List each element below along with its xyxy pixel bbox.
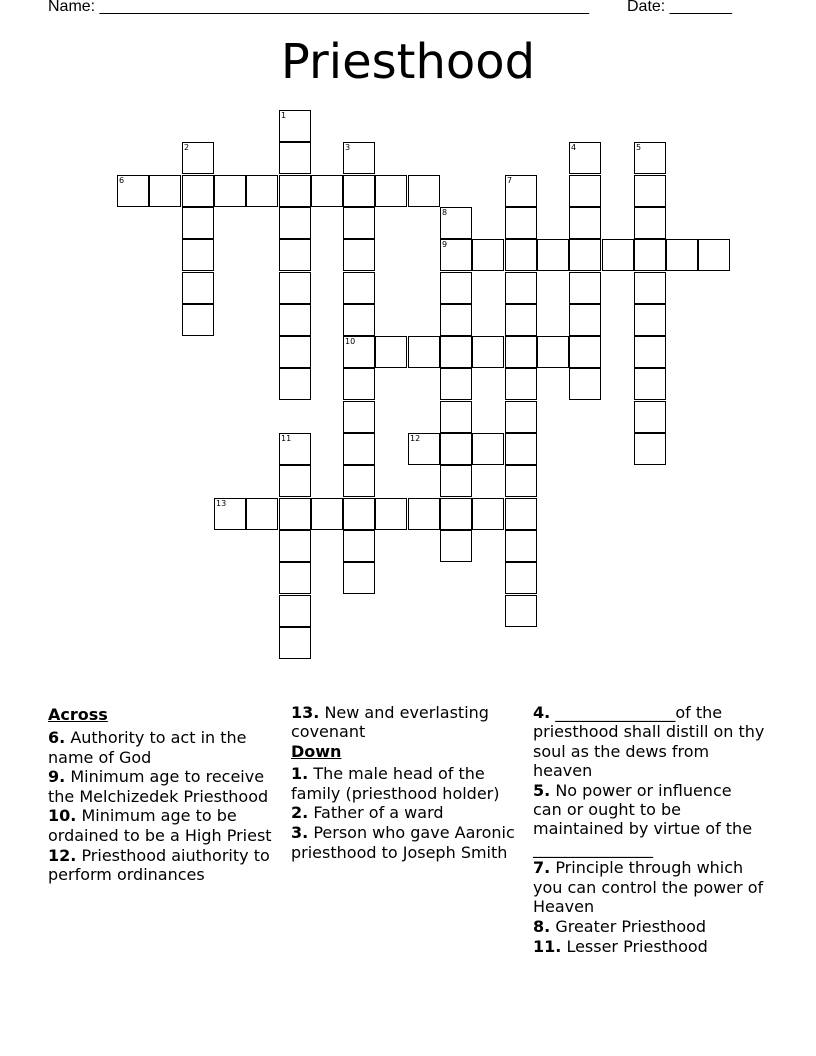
grid-cell[interactable] (182, 304, 214, 336)
clue-down-7: 7. Principle through which you can control the power of Heaven (533, 858, 764, 916)
grid-cell[interactable] (246, 175, 278, 207)
grid-cell[interactable] (440, 530, 472, 562)
grid-cell[interactable] (440, 304, 472, 336)
grid-cell[interactable] (279, 530, 311, 562)
grid-cell[interactable] (634, 336, 666, 368)
clue-across-6: 6. Authority to act in the name of God (48, 728, 247, 767)
clue-number: 6 (119, 176, 125, 185)
grid-cell[interactable] (343, 530, 375, 562)
grid-cell[interactable] (375, 498, 407, 530)
grid-cell[interactable] (279, 433, 311, 465)
grid-cell[interactable] (343, 175, 375, 207)
clue-down-3: 3. Person who gave Aaronic priesthood to Joseph Smith (291, 823, 515, 862)
grid-cell[interactable] (279, 175, 311, 207)
clue-number: 9 (442, 240, 448, 249)
grid-cell[interactable] (408, 175, 440, 207)
grid-cell[interactable] (182, 142, 214, 174)
grid-cell[interactable] (634, 239, 666, 271)
grid-cell[interactable] (440, 401, 472, 433)
grid-cell[interactable] (537, 336, 569, 368)
grid-cell[interactable] (569, 239, 601, 271)
grid-cell[interactable] (343, 304, 375, 336)
grid-cell[interactable] (375, 336, 407, 368)
grid-cell[interactable] (472, 336, 504, 368)
grid-cell[interactable] (311, 498, 343, 530)
grid-cell[interactable] (440, 207, 472, 239)
grid-cell[interactable] (375, 175, 407, 207)
grid-cell[interactable] (343, 401, 375, 433)
grid-cell[interactable] (666, 239, 698, 271)
grid-cell[interactable] (505, 465, 537, 497)
grid-cell[interactable] (634, 175, 666, 207)
clue-number: 5 (636, 143, 642, 152)
clue-down-11: 11. Lesser Priesthood (533, 936, 708, 956)
clue-down-1: 1. The male head of the family (priesthood holder) (291, 764, 500, 803)
grid-cell[interactable] (440, 272, 472, 304)
grid-cell[interactable] (440, 498, 472, 530)
grid-cell[interactable] (634, 304, 666, 336)
clue-number: 13 (216, 499, 227, 508)
grid-cell[interactable] (279, 562, 311, 594)
grid-cell[interactable] (634, 401, 666, 433)
grid-cell[interactable] (279, 498, 311, 530)
clues-column-3 (533, 703, 765, 956)
clues-column-2 (291, 703, 523, 862)
grid-cell[interactable] (182, 272, 214, 304)
grid-cell[interactable] (505, 498, 537, 530)
grid-cell[interactable] (440, 368, 472, 400)
grid-cell[interactable] (698, 239, 730, 271)
grid-cell[interactable] (440, 239, 472, 271)
grid-cell[interactable] (279, 110, 311, 142)
grid-cell[interactable] (569, 272, 601, 304)
clue-across-12: 12. Priesthood aiuthority to perform ordinances (48, 845, 270, 884)
clue-number: 7 (507, 176, 513, 185)
clue-number: 12 (410, 434, 421, 443)
grid-cell[interactable] (214, 498, 246, 530)
grid-cell[interactable] (505, 401, 537, 433)
grid-cell[interactable] (634, 433, 666, 465)
clue-across-13: 13. New and everlasting covenant (291, 703, 489, 742)
grid-cell[interactable] (343, 465, 375, 497)
grid-cell[interactable] (440, 465, 472, 497)
grid-cell[interactable] (343, 272, 375, 304)
grid-cell[interactable] (279, 595, 311, 627)
grid-cell[interactable] (149, 175, 181, 207)
grid-cell[interactable] (505, 595, 537, 627)
grid-cell[interactable] (505, 336, 537, 368)
clue-number: 4 (571, 143, 577, 152)
grid-cell[interactable] (343, 142, 375, 174)
clue-down-4: 4. _______________of the priesthood shall distill on thy soul as the dews from heaven (533, 703, 765, 780)
grid-cell[interactable] (472, 239, 504, 271)
down-heading: Down (291, 742, 342, 762)
grid-cell[interactable] (505, 304, 537, 336)
grid-cell[interactable] (408, 498, 440, 530)
clue-number: 3 (345, 143, 351, 152)
grid-cell[interactable] (246, 498, 278, 530)
grid-cell[interactable] (537, 239, 569, 271)
grid-cell[interactable] (472, 498, 504, 530)
grid-cell[interactable] (569, 336, 601, 368)
clue-down-2: 2. Father of a ward (291, 803, 444, 823)
grid-cell[interactable] (214, 175, 246, 207)
grid-cell[interactable] (505, 530, 537, 562)
clue-number: 8 (442, 208, 448, 217)
clues-column-1 (48, 703, 280, 885)
grid-cell[interactable] (408, 336, 440, 368)
date-blank[interactable]: _______ (669, 0, 732, 15)
clue-number: 10 (345, 337, 356, 346)
grid-cell[interactable] (279, 272, 311, 304)
grid-cell[interactable] (279, 465, 311, 497)
grid-cell[interactable] (182, 207, 214, 239)
name-blank[interactable]: _______________________________________________________ (99, 0, 589, 15)
clue-down-8: 8. Greater Priesthood (533, 916, 707, 936)
grid-cell[interactable] (505, 368, 537, 400)
grid-cell[interactable] (634, 207, 666, 239)
grid-cell[interactable] (343, 239, 375, 271)
clue-number: 1 (281, 111, 287, 120)
grid-cell[interactable] (343, 562, 375, 594)
grid-cell[interactable] (634, 142, 666, 174)
grid-cell[interactable] (569, 368, 601, 400)
date-label: Date: (627, 0, 666, 15)
grid-cell[interactable] (343, 433, 375, 465)
across-heading: Across (48, 705, 108, 724)
grid-cell[interactable] (505, 175, 537, 207)
grid-cell[interactable] (408, 433, 440, 465)
page-title: Priesthood (280, 34, 536, 90)
grid-cell[interactable] (440, 433, 472, 465)
grid-cell[interactable] (602, 239, 634, 271)
grid-cell[interactable] (343, 207, 375, 239)
clue-down-5: 5. No power or influence can or ought to be maintained by virtue of the _______________ (533, 780, 753, 858)
clue-across-10: 10. Minimum age to be ordained to be a High Priest (48, 806, 272, 845)
grid-cell[interactable] (343, 336, 375, 368)
grid-cell[interactable] (279, 142, 311, 174)
grid-cell[interactable] (505, 562, 537, 594)
grid-cell[interactable] (182, 175, 214, 207)
clue-across-9: 9. Minimum age to receive the Melchizedek Priesthood (48, 767, 269, 806)
grid-cell[interactable] (505, 272, 537, 304)
name-label: Name: (48, 0, 96, 15)
grid-cell[interactable] (505, 239, 537, 271)
grid-cell[interactable] (279, 207, 311, 239)
grid-cell[interactable] (343, 368, 375, 400)
grid-cell[interactable] (505, 207, 537, 239)
grid-cell[interactable] (279, 336, 311, 368)
grid-cell[interactable] (472, 433, 504, 465)
grid-cell[interactable] (634, 368, 666, 400)
grid-cell[interactable] (569, 175, 601, 207)
grid-cell[interactable] (505, 433, 537, 465)
grid-cell[interactable] (634, 272, 666, 304)
grid-cell[interactable] (569, 207, 601, 239)
grid-cell[interactable] (117, 175, 149, 207)
grid-cell[interactable] (279, 304, 311, 336)
grid-cell[interactable] (569, 304, 601, 336)
grid-cell[interactable] (182, 239, 214, 271)
grid-cell[interactable] (569, 142, 601, 174)
clue-number: 11 (281, 434, 292, 443)
grid-cell[interactable] (279, 627, 311, 659)
grid-cell[interactable] (440, 336, 472, 368)
grid-cell[interactable] (343, 498, 375, 530)
grid-cell[interactable] (311, 175, 343, 207)
grid-cell[interactable] (279, 239, 311, 271)
clue-number: 2 (184, 143, 190, 152)
grid-cell[interactable] (279, 368, 311, 400)
